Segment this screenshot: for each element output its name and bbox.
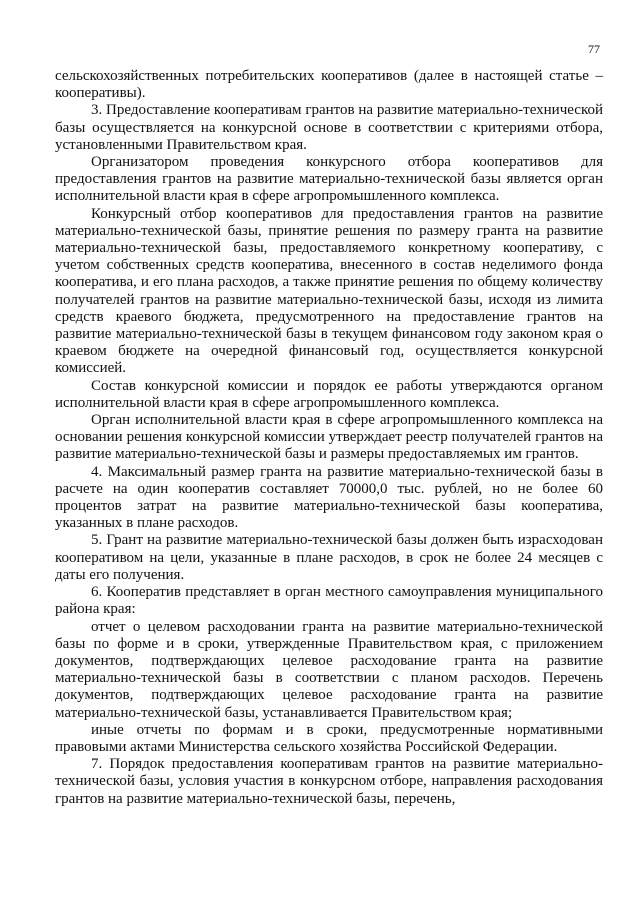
paragraph: Конкурсный отбор кооперативов для предоставления грантов на развитие материально-технической базы, принятие решения по размеру гранта на развитие материально-технической базы, предоставляемого конкретному кооперативу, с учетом собственных средств кооператива, внесенного в состав неделимого фонда кооператива, и его плана расходов, а также принятие решения по общему количеству получателей грантов на развитие материально-технической базы, исходя из лимита средств краевого бюджета, предусмотренного на предоставление грантов на развитие материально-технической базы в текущем финансовом году законом края о краевом бюджете на очередной финансовый год, осуществляется конкурсной комиссией. (55, 205, 603, 377)
paragraph: Орган исполнительной власти края в сфере агропромышленного комплекса на основании решения конкурсной комиссии утверждает реестр получателей грантов на развитие материально-технической базы и размеры предоставляемых им грантов. (55, 412, 603, 463)
paragraph: Состав конкурсной комиссии и порядок ее работы утверждаются органом исполнительной власти края в сфере агропромышленного комплекса. (55, 377, 603, 411)
paragraph: 5. Грант на развитие материально-технической базы должен быть израсходован кооперативом на цели, указанные в плане расходов, в срок не более 24 месяцев с даты его получения. (55, 532, 603, 583)
paragraph: 6. Кооператив представляет в орган местного самоуправления муниципального района края: (55, 584, 603, 618)
paragraph: 7. Порядок предоставления кооперативам грантов на развитие материально-технической базы, условия участия в конкурсном отборе, направления расходования грантов на развитие материально-технической базы, перечень, (55, 756, 603, 807)
paragraph: сельскохозяйственных потребительских кооперативов (далее в настоящей статье – кооперативы). (55, 68, 603, 102)
paragraph: 4. Максимальный размер гранта на развитие материально-технической базы в расчете на один кооператив составляет 70000,0 тыс. рублей, но не более 60 процентов затрат на развитие материально-технической базы кооператива, указанных в плане расходов. (55, 463, 603, 532)
page-number: 77 (588, 42, 600, 56)
paragraph: Организатором проведения конкурсного отбора кооперативов для предоставления грантов на развитие материально-технической базы является орган исполнительной власти края в сфере агропромышленного комплекса. (55, 154, 603, 205)
paragraph: отчет о целевом расходовании гранта на развитие материально-технической базы по форме и в сроки, утвержденные Правительством края, с приложением документов, подтверждающих целевое расходование гранта на развитие материально-технической базы в соответствии с планом расходов. Перечень документов, подтверждающих целевое расходование гранта на развитие материально-технической базы, устанавливается Правительством края; (55, 618, 603, 721)
document-body (55, 68, 603, 808)
paragraph: иные отчеты по формам и в сроки, предусмотренные нормативными правовыми актами Министерства сельского хозяйства Российской Федерации. (55, 721, 603, 755)
paragraph: 3. Предоставление кооперативам грантов на развитие материально-технической базы осуществляется на конкурсной основе в соответствии с критериями отбора, установленными Правительством края. (55, 102, 603, 153)
